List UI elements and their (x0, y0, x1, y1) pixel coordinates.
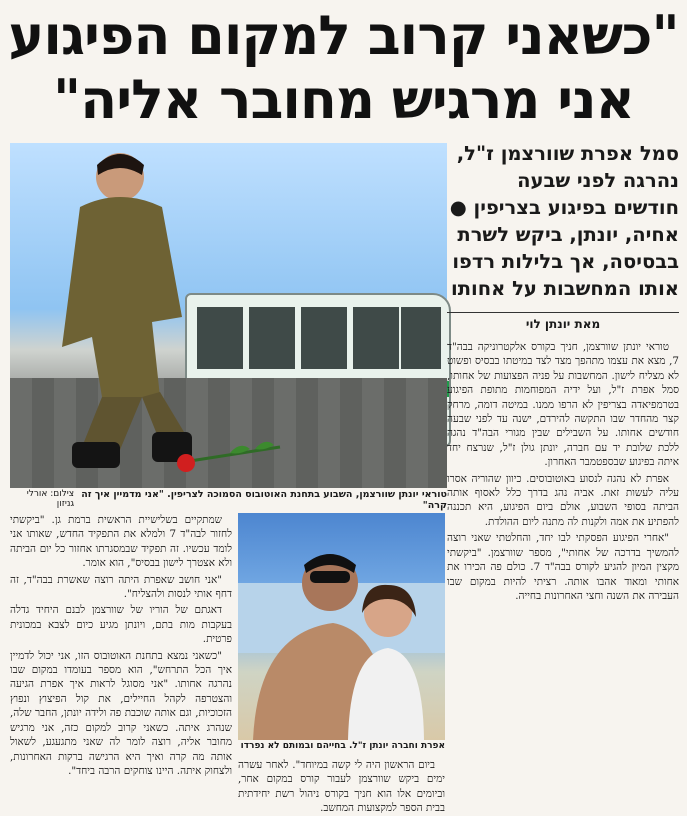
paragraph: ביום הראשון היה לי קשה במיוחד". לאחר עשרה ימים ביקש שוורצמן לעבור קורס במקום אחר, וביומים אלו הוא חניך בקורס ניהול רשת יחידתית בבית הספר למקצועות המחשב. (238, 759, 445, 815)
main-photo-caption-row (10, 489, 447, 511)
byline: מאת יונתן לוי (447, 312, 679, 331)
headline-line-2: אני מרגיש מחובר אליה" (53, 68, 634, 131)
paragraph: דאגתם של הוריו של שוורצמן לבנם היחיד גדלה בעקבות מות בתם, ויונתן מגיע כיום לצבא במכונית פרטית. (10, 604, 232, 646)
paragraph: "כשאני נמצא בתחנת האוטובוס הזו, אני יכול לדמיין איך הכל התרחש", הוא מספר בעומדו במקום שבו נהרגה אחותו. "אני מסוגל לראות איך אפרת הגיעה והצטרפה לקהל החיילים, את קול הפיצוץ ונפוץ הזכוכיות, וגם אותה שוכבת פה ולידה יונתן, החבר שלה, שנהרג איתה. כשאני קרוב למקום כזה, אני מרגיש מחובר אליה, רוצה לומר לה שאני מתגעגע, לשאול אותה מה קרה ואיך היא הרגישה ברקות האחרונות, ולצחוק איתה. היינו צוחקים הרבה ביחד". (10, 649, 232, 777)
paragraph: שמתקיים בשלישיית הראשית ברמת גן. "ביקשתי לחזור לבה"ד 7 ולמלא את התפקיד החדש, שאותו אני לומד עכשיו. זה תפקיד שבמסגרתו אחזור כל יום הביתה ולא אצטרך לישון בבסיס", הוא אומר. (10, 514, 232, 570)
paragraph: טוראי יונתן שוורצמן, חניך בקורס אלקטרוניקה בבה"ד 7, מצא את עצמו מתהפך מצד לצד במיטתו בבסיס ופשוט לא מצליח לישון. המחשבות על פניה הפצועות של אחותו, סמל אפרת ז"ל, ועל ידיה המפוחמות מתופת הפיגוע בטרמפיאדה בצריפין לא הרפו ממנו. במיטה דומה, מרחק קצר מהחדר שבו התקשה להירדם, ישנה עד לפני שבעה חודשים אחותו. על השבילים שבין מגורי הבה"ד נהגה ללכת שלובת יד עם חברה, יונתן גולן ז"ל, שנרצח יחד איתה בפיגוע שבספטמבר האחרון. (447, 341, 679, 469)
paragraph: "אחרי הפיגוע הפסקתי לבו יחד, והחלטתי שאני רוצה להמשיך בדרכה של אחותי", מספר שוורצמן. "ביקשתי מקצין המיון להגיע לקורס בבה"ד 7. כולם פה הכירו את אחותי ומאוד אהבו אותה. רציתי להיות במקום שבו העבירה את השנה וחצי האחרונות בחייה. (447, 532, 679, 602)
couple-figures (238, 513, 445, 740)
main-photo (10, 143, 447, 488)
headline-line-1: "כשאני קרוב למקום הפיגוע (8, 4, 679, 67)
article-column-middle-bottom (238, 758, 445, 815)
article-column-right (447, 340, 679, 795)
rose-icon (170, 433, 290, 473)
headline (0, 0, 687, 138)
couple-photo-caption: אפרת וחברה יונתן ז"ל. בחייהם ובמותם לא נפרדו (240, 741, 445, 751)
main-photo-caption: טוראי יונתן שוורצמן, השבוע בתחנת האוטובוס הסמוכה לצריפין. "אני מדמיין איך זה קרה" (81, 489, 447, 511)
article-column-left-text (10, 513, 232, 800)
paragraph: "אני חושב שאפרת היתה רוצה שאשרת בבה"ד, זה דחף אותי לנסות ולהצליח". (10, 573, 232, 601)
couple-photo (238, 513, 445, 740)
paragraph: אפרת לא נהגה לנסוע באוטובוסים. כיוון שהוריה אסרו עליה לעשות זאת. אביה נהג בדרך כלל לאסוף אותה הביתה בסופי השבוע, אולם ביום הפיגוע, היא תכננה להפתיע את אמה ולקנות לה מתנה ליום ההולדת. (447, 472, 679, 528)
main-photo-credit: צילום: אורלי גניזון (26, 489, 75, 509)
soldier-figure (42, 147, 192, 477)
lede: סמל אפרת שוורצמן ז"ל, נהרגה לפני שבעה חודשים בפיגוע בצריפין ● אחיה, יונתן, ביקש לשרת בבסיסה, אך בלילות רדפו אותו המחשבות על אחותו (449, 142, 679, 300)
